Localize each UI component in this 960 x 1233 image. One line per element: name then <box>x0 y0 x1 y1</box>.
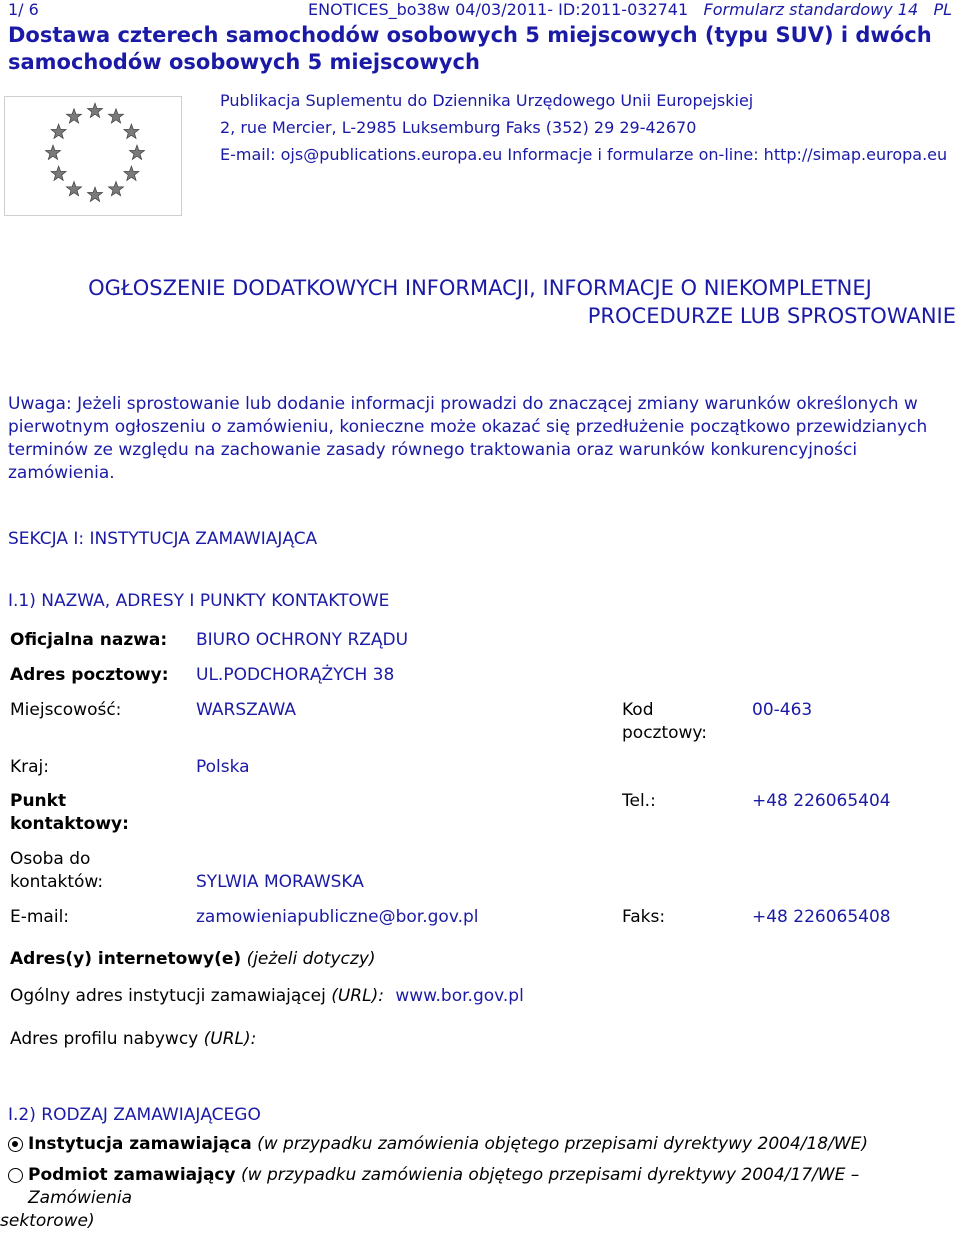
city-value: WARSZAWA <box>196 700 296 720</box>
country-value: Polska <box>196 757 250 777</box>
tel-value: +48 226065404 <box>752 791 891 811</box>
contact-point-label: Punkt kontaktowy: <box>10 791 129 834</box>
city-label: Miejscowość: <box>10 700 122 720</box>
section-1-1-title: I.1) NAZWA, ADRESY I PUNKTY KONTAKTOWE <box>8 591 390 611</box>
radio-contracting-entity[interactable] <box>8 1168 23 1183</box>
page-header <box>8 0 952 22</box>
tel-label: Tel.: <box>622 791 656 811</box>
official-name-label: Oficjalna nazwa: <box>10 630 168 650</box>
star-icon <box>108 109 123 124</box>
star-icon <box>66 181 81 195</box>
radio-contracting-authority[interactable] <box>8 1137 23 1152</box>
star-icon <box>108 181 123 195</box>
publisher-contact: E-mail: ojs@publications.europa.eu Informacje i formularze on-line: http://simap.europa.eu <box>220 145 948 164</box>
general-address-row: Ogólny adres instytucji zamawiającej (URL): www.bor.gov.pl <box>10 986 524 1006</box>
star-icon <box>124 166 139 181</box>
official-name-value: BIURO OCHRONY RZĄDU <box>196 630 409 650</box>
section-1-2-title: I.2) RODZAJ ZAMAWIAJĄCEGO <box>8 1105 261 1125</box>
star-icon <box>87 187 102 202</box>
postcode-label: Kod pocztowy: <box>622 700 707 743</box>
star-icon <box>87 103 102 118</box>
star-icon <box>51 166 66 181</box>
correction-note: Uwaga: Jeżeli sprostowanie lub dodanie informacji prowadzi do znaczącej zmiany warunków określonych w pierwotnym ogłoszeniu o zamówieniu, konieczne może okazać się przedłużenie początkowo przewidzianych terminów ze względu na zachowanie zasady równego traktowania oraz warunków konkurencyjności zamówienia. <box>8 394 928 483</box>
fax-value: +48 226065408 <box>752 907 891 927</box>
country-label: Kraj: <box>10 757 50 777</box>
star-icon <box>45 145 60 160</box>
star-icon <box>129 145 144 160</box>
buyer-profile-row: Adres profilu nabywcy (URL): <box>10 1029 257 1049</box>
general-url-link[interactable]: www.bor.gov.pl <box>395 986 524 1006</box>
postal-address-label: Adres pocztowy: <box>10 665 169 685</box>
fax-label: Faks: <box>622 907 666 927</box>
language-code: PL <box>933 0 952 19</box>
page-number: 1/ 6 <box>8 0 39 19</box>
publisher-address: 2, rue Mercier, L-2985 Luksemburg Faks (352) 29 29-42670 <box>220 118 697 137</box>
form-type: Formularz standardowy 14 PL <box>703 0 952 19</box>
email-label: E-mail: <box>10 907 70 927</box>
contact-person-label: Osoba do kontaktów: <box>10 849 104 892</box>
postcode-value: 00-463 <box>752 700 813 720</box>
notice-id: ENOTICES_bo38w 04/03/2011- ID:2011-032741 <box>308 0 689 19</box>
postal-address-value: UL.PODCHORĄŻYCH 38 <box>196 665 395 685</box>
option-contracting-authority: Instytucja zamawiająca (w przypadku zamówienia objętego przepisami dyrektywy 2004/18/WE) <box>28 1134 869 1154</box>
publisher-line-1: Publikacja Suplementu do Dziennika Urzędowego Unii Europejskiej <box>220 91 754 110</box>
section-1-title: SEKCJA I: INSTYTUCJA ZAMAWIAJĄCA <box>8 529 318 549</box>
star-icon <box>124 124 139 139</box>
option-contracting-entity: Podmiot zamawiający (w przypadku zamówienia objętego przepisami dyrektywy 2004/17/WE – Zamówienia sektorowe) <box>0 1165 860 1231</box>
contact-person-value: SYLWIA MORAWSKA <box>196 872 364 892</box>
star-icon <box>51 124 66 139</box>
eu-flag-logo <box>4 96 182 216</box>
star-icon <box>66 109 81 124</box>
notice-heading: OGŁOSZENIE DODATKOWYCH INFORMACJI, INFORMACJE O NIEKOMPLETNEJ PROCEDURZE LUB SPROSTOWANIE <box>88 276 956 328</box>
internet-addresses-heading: Adres(y) internetowy(e) (jeżeli dotyczy) <box>10 949 376 969</box>
document-title: Dostawa czterech samochodów osobowych 5 miejscowych (typu SUV) i dwóch samochodów osobowych 5 miejscowych <box>8 23 932 74</box>
email-link[interactable]: zamowieniapubliczne@bor.gov.pl <box>196 907 479 927</box>
